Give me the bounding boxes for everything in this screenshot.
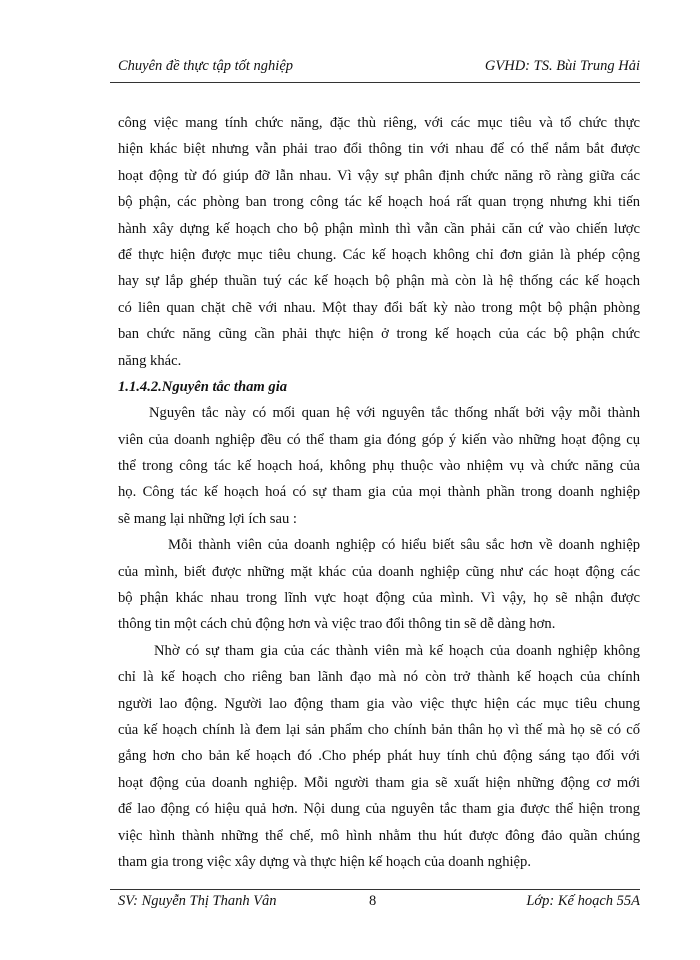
footer-divider	[110, 889, 640, 890]
header-advisor: GVHD: TS. Bùi Trung Hải	[484, 58, 640, 74]
text-line: Nguyên tắc này có mối quan hệ với nguyên tắc thống nhất bởi vậy mỗi thành	[149, 405, 640, 422]
text-line: ban chức năng cũng cần phải thực hiện ở trong kế hoạch của các bộ phận chức	[118, 326, 640, 343]
text-line: có liên quan chặt chẽ với nhau. Một thay đổi bất kỳ nào trong một bộ phận phòng	[118, 299, 640, 316]
text-line: để thực hiện được mục tiêu chung. Các kế hoạch không chỉ đơn giản là phép cộng	[118, 246, 640, 263]
footer-student-name: SV: Nguyễn Thị Thanh Vân	[118, 893, 277, 909]
text-line: hành xây dựng kế hoạch cho bộ phận mình thì vẫn cần phải căn cứ vào chiến lược	[118, 220, 640, 237]
footer-class: Lớp: Kế hoạch 55A	[526, 893, 640, 909]
text-line: hiện khác biệt nhưng vẫn phải trao đổi thông tin với nhau để có thể nắm bắt được	[118, 141, 640, 158]
text-line: Mỗi thành viên của doanh nghiệp có hiểu biết sâu sắc hơn về doanh nghiệp	[168, 537, 640, 554]
text-line: của mình, biết được những mặt khác của doanh nghiệp cũng như các hoạt động các	[118, 563, 640, 580]
document-body	[118, 110, 640, 875]
text-line: sẽ mang lại những lợi ích sau :	[118, 510, 297, 527]
header-divider	[110, 82, 640, 83]
text-line: Nhờ có sự tham gia của các thành viên mà kế hoạch của doanh nghiệp không	[154, 642, 640, 659]
text-line: gắng hơn cho bản kế hoạch đó .Cho phép phát huy tính chủ động sáng tạo đối với	[118, 748, 640, 765]
text-line: họ. Công tác kế hoạch hoá có sự tham gia của mọi thành phần trong doanh nghiệp	[118, 484, 640, 501]
page-footer	[118, 893, 640, 913]
text-line: viên của doanh nghiệp đều có thể tham gia đóng góp ý kiến vào những hoạt động cụ	[118, 431, 640, 448]
text-line: năng khác.	[118, 352, 182, 369]
text-line: công việc mang tính chức năng, đặc thù riêng, với các mục tiêu và tổ chức thực	[118, 115, 640, 131]
section-heading: 1.1.4.2.Nguyên tắc tham gia	[118, 378, 288, 395]
page-header	[118, 58, 640, 80]
text-line: chỉ là kế hoạch cho riêng ban lãnh đạo mà nó còn trở thành kế hoạch của chính	[118, 669, 640, 686]
text-line: để lao động có hiệu quả hơn. Nội dung của nguyên tắc tham gia được thể hiện trong	[118, 801, 640, 818]
text-line: bộ phận, các phòng ban trong công tác kế hoạch hoá rất quan trọng nhưng khi tiến	[118, 194, 640, 211]
text-line: hoạt động của doanh nghiệp. Mỗi người tham gia sẽ xuất hiện những động cơ mới	[118, 774, 640, 791]
text-line: người lao động. Người lao động tham gia vào việc thực hiện các mục tiêu chung	[118, 695, 640, 712]
header-document-title: Chuyên đề thực tập tốt nghiệp	[118, 58, 294, 74]
text-line: việc hình thành những thể chế, mô hình nhằm thu hút được đông đảo quần chúng	[118, 827, 640, 844]
text-line: hoạt động từ đó giúp đỡ lẫn nhau. Vì vậy sự phân định chức năng rõ ràng giữa các	[118, 167, 640, 184]
text-line: tham gia trong việc xây dựng và thực hiện kế hoạch của doanh nghiệp.	[118, 853, 531, 870]
text-line: bộ phận khác nhau trong lĩnh vực hoạt động của mình. Vì vậy, họ sẽ nhận được	[118, 590, 640, 607]
text-line: thể trong công tác kế hoạch hoá, không phụ thuộc vào nhiệm vụ và chức năng của	[118, 458, 640, 475]
text-line: thông tin một cách chủ động hơn và việc trao đổi thông tin sẽ dễ dàng hơn.	[118, 616, 556, 633]
text-line: của kế hoạch chính là đem lại sản phẩm cho chính bản thân họ vì thế mà họ sẽ có cố	[118, 721, 640, 738]
text-line: hay sự lắp ghép thuần tuý các kế hoạch bộ phận mà còn là hệ thống các kế hoạch	[118, 273, 640, 290]
page-number: 8	[369, 893, 377, 909]
